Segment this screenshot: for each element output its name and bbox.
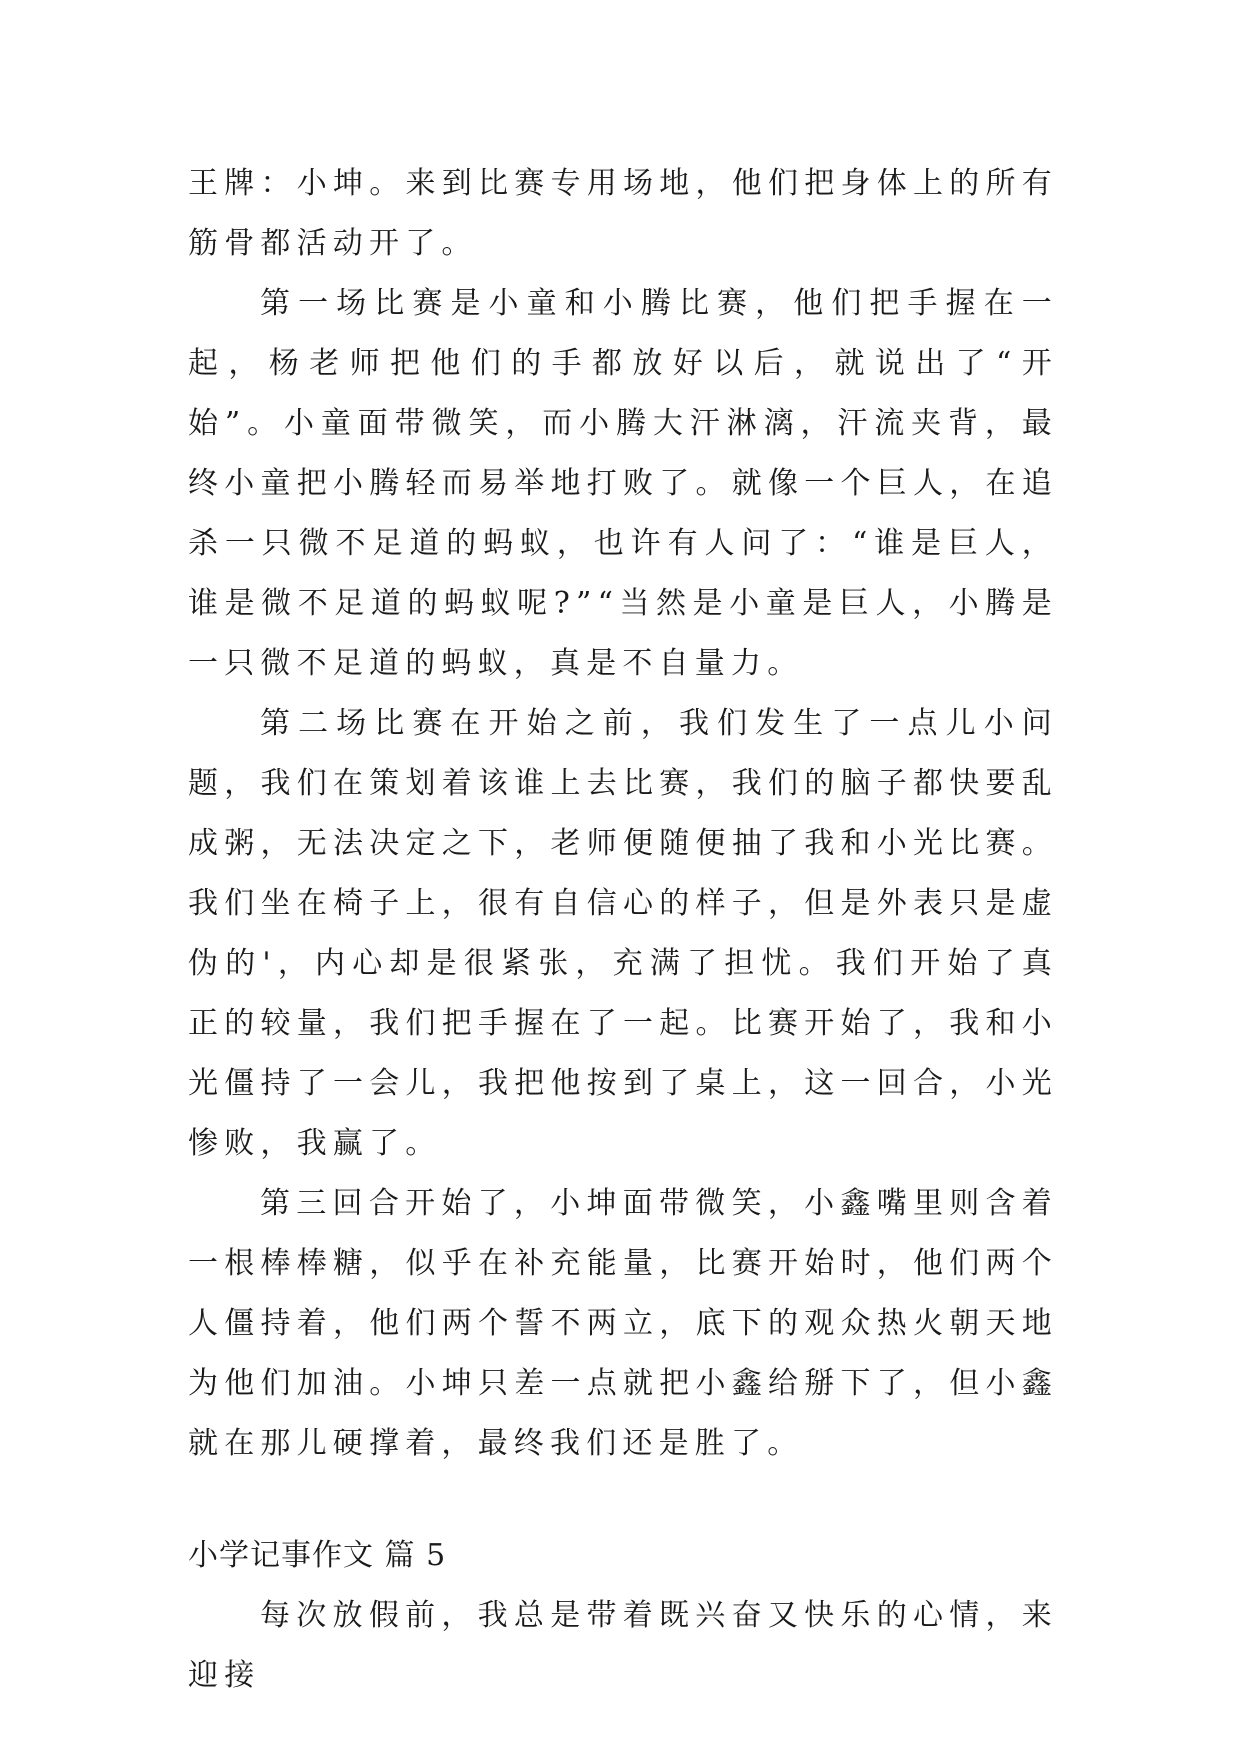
- section-heading: 小学记事作文 篇 5: [188, 1538, 447, 1573]
- body-paragraph: 每次放假前，我总是带着既兴奋又快乐的心情，来迎接: [188, 1598, 1058, 1693]
- body-paragraph: 第二场比赛在开始之前，我们发生了一点儿小问题，我们在策划着该谁上去比赛，我们的脑子都快要乱成粥，无法决定之下，老师便随便抽了我和小光比赛。我们坐在椅子上，很有自信心的样子，但是外表只是虚伪的'，内心却是很紧张，充满了担忧。我们开始了真正的较量，我们把手握在了一起。比赛开始了，我和小光僵持了一会儿，我把他按到了桌上，这一回合，小光惨败，我赢了。: [188, 706, 1058, 1161]
- body-paragraph: 第三回合开始了，小坤面带微笑，小鑫嘴里则含着一根棒棒糖，似乎在补充能量，比赛开始时，他们两个人僵持着，他们两个誓不两立，底下的观众热火朝天地为他们加油。小坤只差一点就把小鑫给掰下了，但小鑫就在那儿硬撑着，最终我们还是胜了。: [188, 1186, 1058, 1461]
- document-page: [188, 154, 1058, 1706]
- body-paragraph: 王牌：小坤。来到比赛专用场地，他们把身体上的所有筋骨都活动开了。: [188, 166, 1058, 261]
- body-paragraph: 第一场比赛是小童和小腾比赛，他们把手握在一起，杨老师把他们的手都放好以后，就说出了“开始”。小童面带微笑，而小腾大汗淋漓，汗流夹背，最终小童把小腾轻而易举地打败了。就像一个巨人，在追杀一只微不足道的蚂蚁，也许有人问了：“谁是巨人，谁是微不足道的蚂蚁呢?”“当然是小童是巨人，小腾是一只微不足道的蚂蚁，真是不自量力。: [188, 286, 1058, 681]
